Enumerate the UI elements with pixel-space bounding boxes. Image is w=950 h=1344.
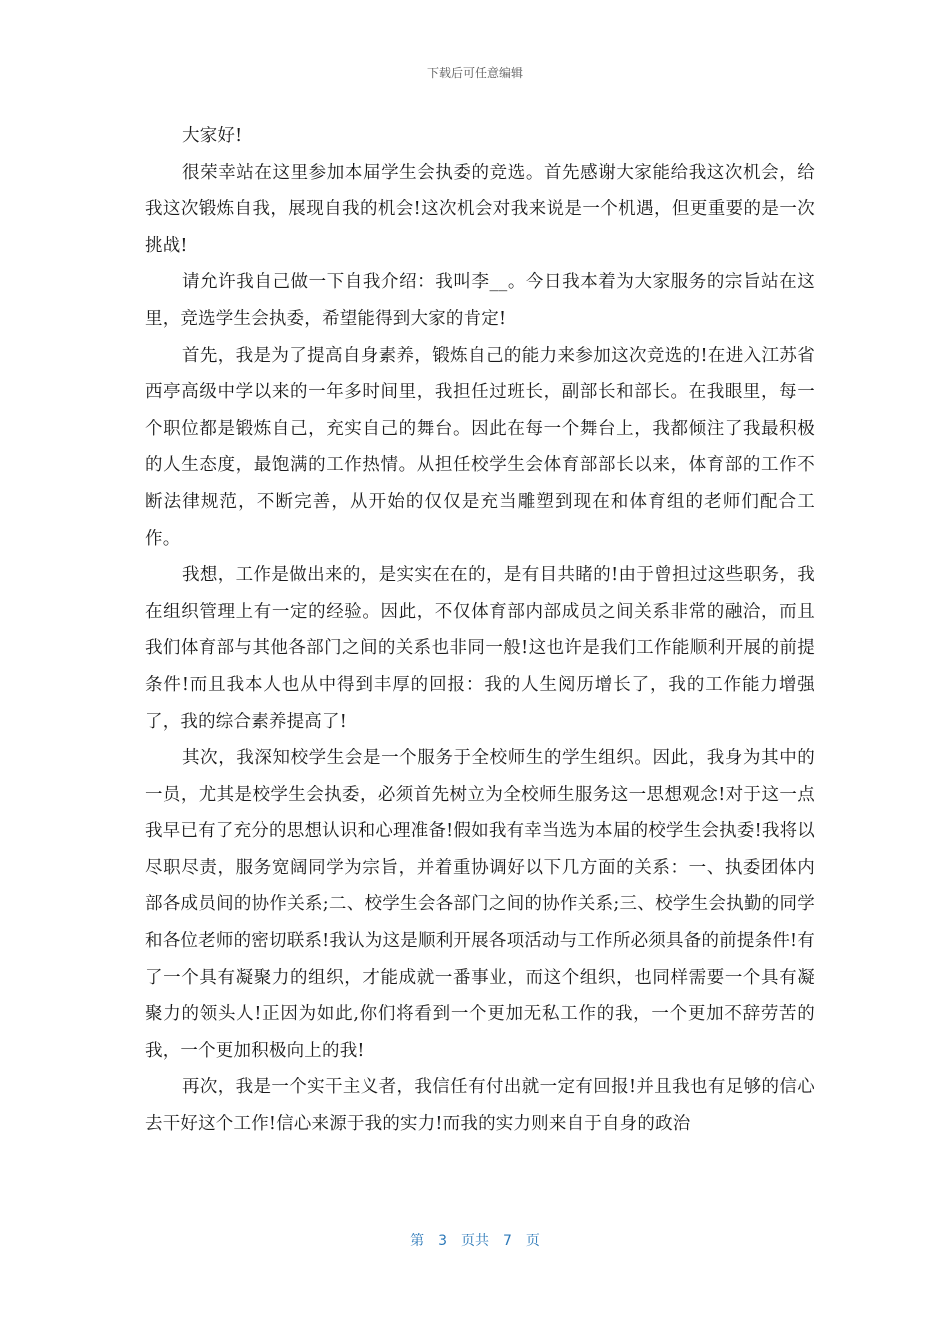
paragraph-second-reason: 其次，我深知校学生会是一个服务于全校师生的学生组织。因此，我身为其中的一员，尤其是校学生会执委，必须首先树立为全校师生服务这一思想观念!对于这一点我早已有了充分的思想认识和心理准备!假如我有幸当选为本届的校学生会执委!我将以尽职尽责，服务宽阔同学为宗旨，并着重协调好以下几方面的关系：一、执委团体内部各成员间的协作关系;二、校学生会各部门之间的协作关系;三、校学生会执勤的同学和各位老师的密切联系!我认为这是顺利开展各项活动与工作所必须具备的前提条件!有了一个具有凝聚力的组织，才能成就一番事业，而这个组织，也同样需要一个具有凝聚力的领头人!正因为如此,你们将看到一个更加无私工作的我，一个更加不辞劳苦的我，一个更加积极向上的我! bbox=[145, 748, 815, 1061]
document-body bbox=[145, 118, 815, 1143]
footer-suffix: 页 bbox=[525, 1233, 540, 1249]
paragraph-first-reason: 首先，我是为了提高自身素养，锻炼自己的能力来参加这次竞选的!在进入江苏省西亭高级中学以来的一年多时间里，我担任过班长，副部长和部长。在我眼里，每一个职位都是锻炼自己，充实自己的舞台。因此在每一个舞台上，我都倾注了我最积极的人生态度，最饱满的工作热情。从担任校学生会体育部部长以来，体育部的工作不断法律规范，不断完善，从开始的仅仅是充当雕塑到现在和体育组的老师们配合工作。 bbox=[145, 345, 815, 549]
paragraph-intro: 很荣幸站在这里参加本届学生会执委的竞选。首先感谢大家能给我这次机会，给我这次锻炼自我，展现自我的机会!这次机会对我来说是一个机遇，但更重要的是一次挑战! bbox=[145, 162, 815, 256]
footer-current-page: 3 bbox=[438, 1233, 447, 1249]
page-footer bbox=[0, 1230, 950, 1250]
page-header: 下载后可任意编辑 bbox=[426, 66, 523, 80]
paragraph-greeting: 大家好! bbox=[182, 126, 243, 146]
footer-total-pages: 7 bbox=[503, 1233, 512, 1249]
paragraph-third-reason: 再次，我是一个实干主义者，我信任有付出就一定有回报!并且我也有足够的信心去干好这个工作!信心来源于我的实力!而我的实力则来自于自身的政治 bbox=[145, 1077, 815, 1135]
paragraph-experience: 我想，工作是做出来的，是实实在在的，是有目共睹的!由于曾担过这些职务，我在组织管理上有一定的经验。因此，不仅体育部内部成员之间关系非常的融洽，而且我们体育部与其他各部门之间的关系也非同一般!这也许是我们工作能顺利开展的前提条件!而且我本人也从中得到丰厚的回报：我的人生阅历增长了，我的工作能力增强了，我的综合素养提高了! bbox=[145, 565, 815, 732]
paragraph-self-intro: 请允许我自己做一下自我介绍：我叫李__。今日我本着为大家服务的宗旨站在这里，竞选学生会执委，希望能得到大家的肯定! bbox=[145, 272, 815, 329]
footer-prefix: 第 bbox=[410, 1233, 425, 1249]
footer-middle: 页共 bbox=[461, 1233, 489, 1249]
